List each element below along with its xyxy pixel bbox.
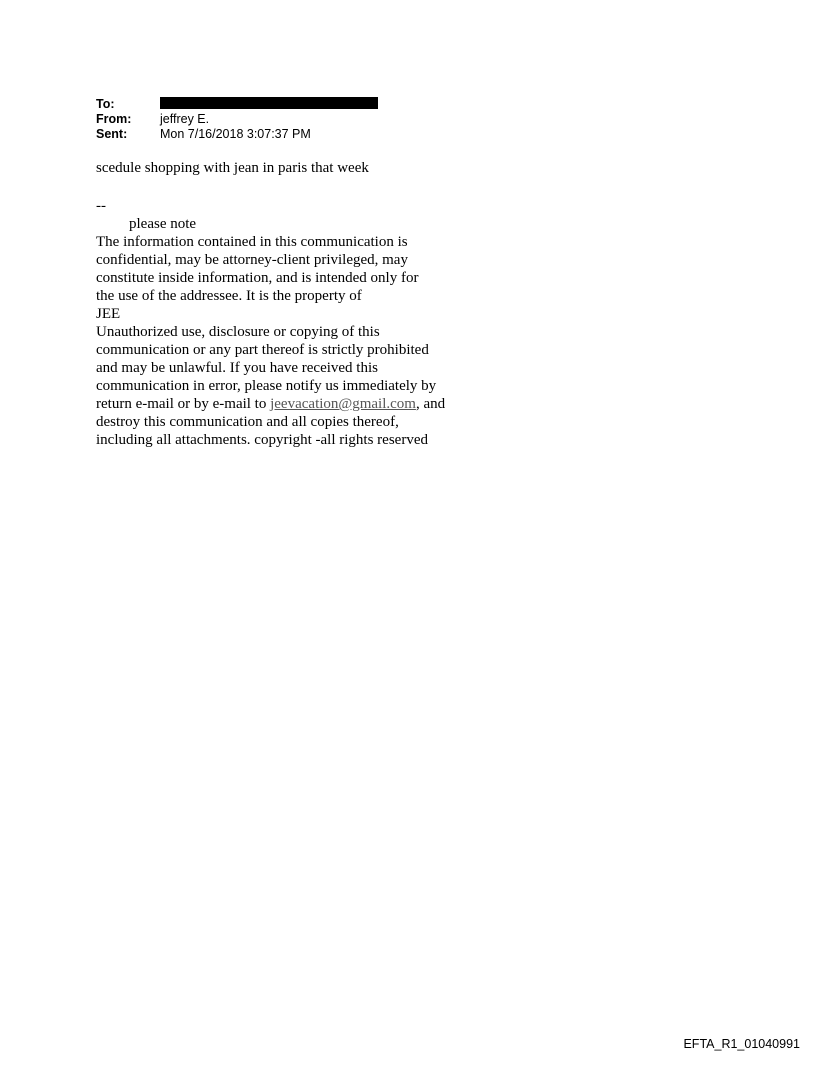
sent-row [96, 126, 378, 141]
note-heading: please note [129, 216, 197, 232]
disclaimer-line: JEE [96, 306, 121, 322]
disclaimer-line: constitute inside information, and is intended only for [96, 270, 419, 286]
sent-value: Mon 7/16/2018 3:07:37 PM [160, 127, 311, 141]
to-label: To: [96, 97, 115, 111]
from-value: jeffrey E. [160, 112, 210, 126]
disclaimer-line: communication or any part thereof is strictly prohibited [96, 342, 429, 358]
from-label: From: [96, 112, 132, 126]
disclaimer-line-with-link [96, 395, 476, 413]
email-body [96, 159, 476, 449]
return-prefix: return e-mail or by e-mail to [96, 396, 271, 412]
disclaimer-line: and may be unlawful. If you have received this [96, 360, 378, 376]
to-row [96, 96, 378, 111]
signature-separator: -- [96, 198, 106, 214]
disclaimer-line: the use of the addressee. It is the property of [96, 288, 362, 304]
disclaimer-line: The information contained in this communication is [96, 234, 408, 250]
redacted-recipient [160, 97, 378, 109]
document-id: EFTA_R1_01040991 [683, 1037, 800, 1051]
from-row [96, 111, 378, 126]
email-header [96, 96, 378, 141]
message-body: scedule shopping with jean in paris that week [96, 160, 369, 176]
disclaimer-line: Unauthorized use, disclosure or copying of this [96, 324, 380, 340]
sent-label: Sent: [96, 127, 128, 141]
disclaimer-line: confidential, may be attorney-client privileged, may [96, 252, 408, 268]
email-link[interactable]: jeevacation@gmail.com [270, 396, 416, 412]
return-suffix: , and [415, 396, 446, 412]
disclaimer-line: including all attachments. copyright -all rights reserved [96, 432, 428, 448]
disclaimer-line: communication in error, please notify us immediately by [96, 378, 437, 394]
disclaimer-line: destroy this communication and all copies thereof, [96, 414, 399, 430]
